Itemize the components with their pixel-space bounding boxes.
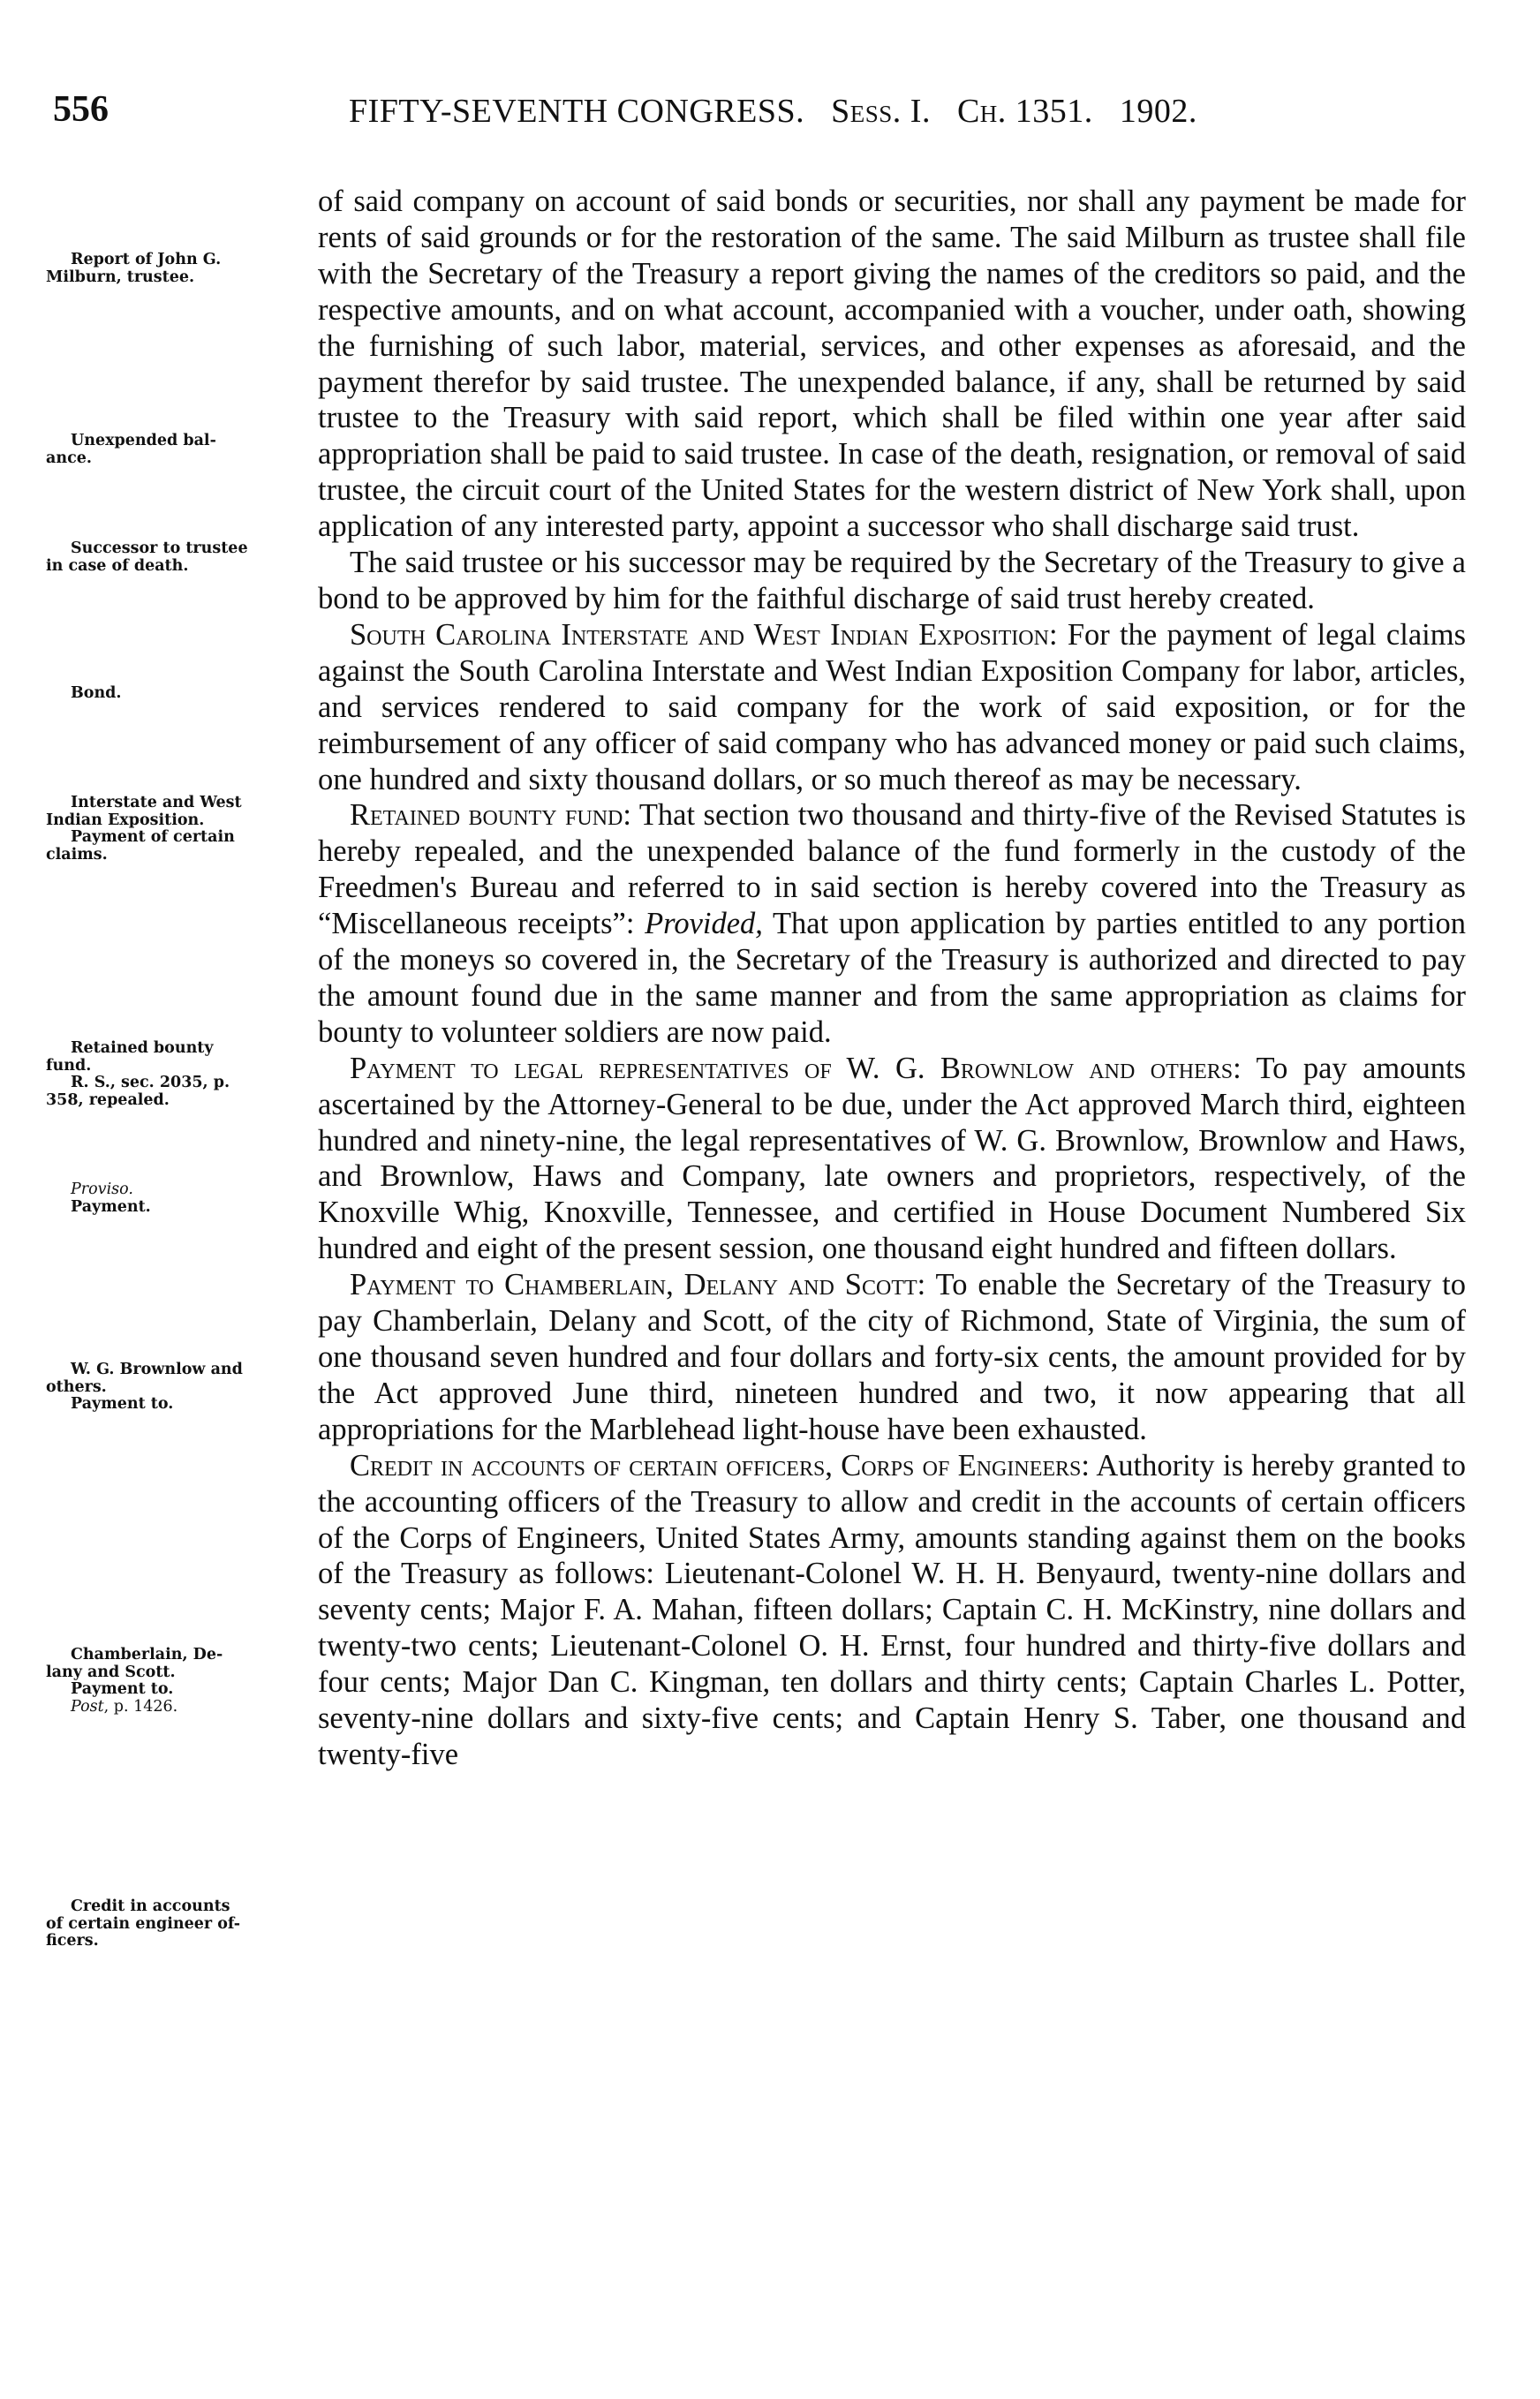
paragraph-bond: The said trustee or his successor may be required by the Secretary of the Treasury to give a bond to be approved by him for the faithful discharge of said trust hereby created. <box>318 546 1466 615</box>
section-heading: Payment to Chamberlain, Delany and Scott: <box>350 1268 926 1302</box>
margin-note-chamberlain: Chamberlain, De- lany and Scott. Payment to. Post, p. 1426. <box>46 1647 311 1716</box>
section-heading: Retained bounty fund: <box>350 798 631 833</box>
margin-note-interstate-exposition: Interstate and West Indian Exposition. Payment of certain claims. <box>46 794 242 864</box>
margin-note-successor-trustee: Successor to trustee in case of death. <box>46 539 248 575</box>
page-number: 556 <box>53 89 109 130</box>
statute-body <box>318 184 1466 1773</box>
session-label: Sess. I. <box>831 93 931 130</box>
chapter-label: Ch. 1351. <box>956 93 1093 130</box>
proviso-label: Proviso. <box>71 1181 133 1198</box>
paragraph-brownlow: Payment to legal representatives of W. G. Brownlow and others: To pay amounts ascertained by the Attorney-General to be due, under the Act approved March third, eighteen hundred and ninety-nine, the legal representatives of W. G. Brownlow, Brownlow and Haws, and Brownlow, Haws and Company, late owners and proprietors, respectively, of the Knoxville Whig, Knoxville, Tennessee, and certified in House Document Numbered Six hundred and eight of the present session, one thousand eight hundred and fifteen dollars. <box>318 1051 1466 1266</box>
margin-note-proviso-payment: Proviso. Payment. <box>71 1181 151 1216</box>
paragraph-retained-bounty: Retained bounty fund: That section two thousand and thirty-five of the Revised Statutes is hereby repealed, and the unexpended balance of the fund formerly in the custody of the Freedmen's Bureau and referred to in said section is hereby covered into the Treasury as “Miscellaneous receipts”: Provided, That upon application by parties entitled to any portion of the moneys so covered in, the Secretary of the Treasury is authorized and directed to pay the amount found due in the same manner and from the same appropriation as claims for bounty to volunteer soldiers are now paid. <box>318 798 1466 1049</box>
margin-note-credit-engineers: Credit in accounts of certain engineer of- ficers. <box>46 1897 241 1950</box>
section-heading: South Carolina Interstate and West Indian Exposition: <box>350 617 1058 652</box>
paragraph-exposition: South Carolina Interstate and West Indian Exposition: For the payment of legal claims against the South Carolina Interstate and West Indian Exposition Company for labor, articles, and services rendered to said company for the work of said exposition, or for the reimbursement of any officer of said company who has advanced money or paid such claims, one hundred and sixty thousand dollars, or so much thereof as may be necessary. <box>318 617 1466 796</box>
section-heading: Credit in accounts of certain officers, Corps of Engineers: <box>350 1448 1090 1482</box>
margin-note-report-milburn: Report of John G. Milburn, trustee. <box>46 251 222 286</box>
paragraph-engineers-credit: Credit in accounts of certain officers, Corps of Engineers: Authority is hereby granted to the accounting officers of the Treasury to allow and credit in the accounts of certain officers of the Corps of Engineers, United States Army, amounts standing against them on the books of the Treasury as follows: Lieutenant-Colonel W. H. H. Benyaurd, twenty-nine dollars and seventy cents; Major F. A. Mahan, fifteen dollars; Captain C. H. McKinstry, nine dollars and twenty-two cents; Lieutenant-Colonel O. H. Ernst, four hundred and thirty-five dollars and four cents; Major Dan C. Kingman, ten dollars and thirty cents; Captain Charles L. Potter, seventy-nine dollars and sixty-five cents; and Captain Henry S. Taber, one thousand and twenty-five <box>318 1448 1466 1771</box>
section-heading: Payment to legal representatives of W. G. Brownlow and others: <box>350 1051 1242 1085</box>
provided-label: Provided, <box>645 907 763 941</box>
margin-note-retained-bounty: Retained bounty fund. R. S., sec. 2035, p. 358, repealed. <box>46 1039 230 1109</box>
post-reference: Post, p. 1426. <box>71 1697 178 1716</box>
running-head <box>349 92 1197 131</box>
congress-title: FIFTY-SEVENTH CONGRESS. <box>349 93 805 130</box>
paragraph-milburn-trustee: of said company on account of said bonds or securities, nor shall any payment be made for rents of said grounds or for the restoration of the same. The said Milburn as trustee shall file with the Secretary of the Treasury a report giving the names of the creditors so paid, and the respective amounts, and on what account, accompanied with a voucher, under oath, showing the furnishing of such labor, material, services, and other expenses as aforesaid, and the payment therefor by said trustee. The unexpended balance, if any, shall be returned by said trustee to the Treasury with said report, which shall be filed within one year after said appropriation shall be paid to said trustee. In case of the death, resignation, or removal of said trustee, the circuit court of the United States for the western district of New York shall, upon application of any interested party, appoint a successor who shall discharge said trust. <box>318 185 1466 544</box>
year-label: 1902. <box>1119 93 1197 130</box>
margin-note-brownlow: W. G. Brownlow and others. Payment to. <box>46 1361 243 1413</box>
margin-note-bond: Bond. <box>71 684 122 702</box>
running-header <box>53 88 1466 141</box>
margin-note-unexpended-balance: Unexpended bal- ance. <box>46 432 216 467</box>
paragraph-chamberlain: Payment to Chamberlain, Delany and Scott: To enable the Secretary of the Treasury to pay Chamberlain, Delany and Scott, of the city of Richmond, State of Virginia, the sum of one thousand seven hundred and four dollars and forty-six cents, the amount provided for by the Act approved June third, nineteen hundred and two, it now appearing that all appropriations for the Marblehead light-house have been exhausted. <box>318 1268 1467 1446</box>
